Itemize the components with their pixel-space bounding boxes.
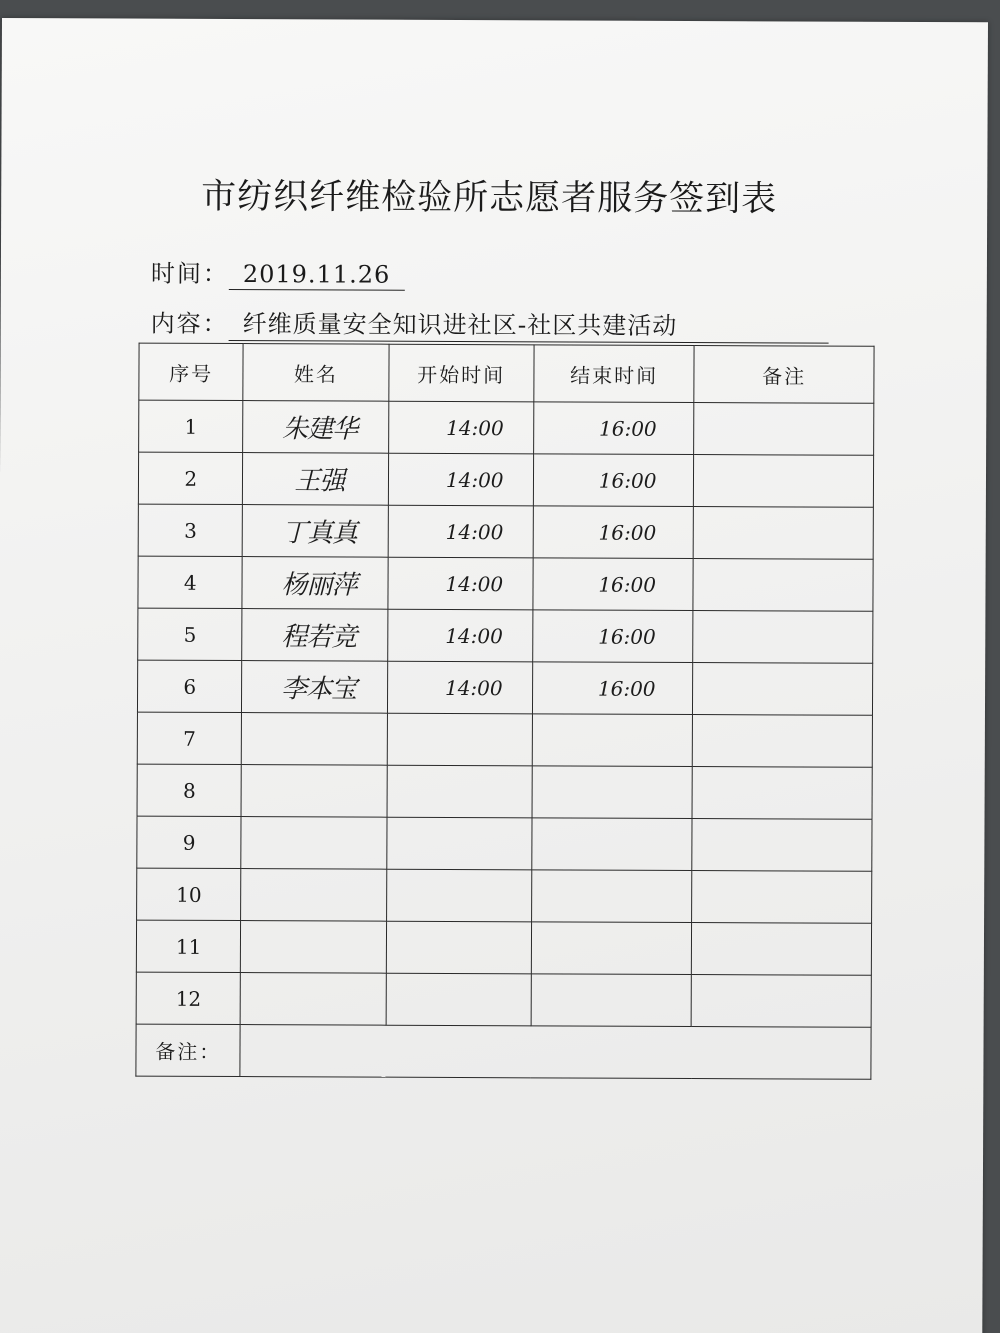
row-start-time: 14:00: [388, 453, 534, 506]
row-start-time: 14:00: [388, 505, 534, 558]
table-row: [138, 608, 873, 663]
row-remark: [692, 871, 872, 924]
table-row: [136, 972, 871, 1027]
row-seq: 2: [138, 452, 243, 504]
row-name: [241, 921, 386, 974]
row-remark: [693, 507, 873, 560]
table-row: [137, 712, 872, 767]
document-title: 市纺织纤维检验所志愿者服务签到表: [201, 176, 778, 220]
row-name: 朱建华: [243, 401, 388, 454]
row-seq: 9: [137, 816, 242, 868]
time-label: 时间：: [150, 259, 229, 288]
row-seq: 3: [138, 504, 243, 556]
row-start-time: 14:00: [387, 661, 533, 714]
row-end-time: 16:00: [533, 454, 694, 507]
header-remarks: 备注: [694, 346, 874, 404]
row-seq: 10: [137, 868, 242, 920]
row-remark: [692, 923, 872, 976]
row-end-time: 16:00: [533, 558, 694, 611]
row-end-time: [531, 922, 692, 975]
row-name: 程若竞: [242, 609, 387, 662]
content-label: 内容：: [150, 309, 229, 338]
header-name: 姓名: [243, 344, 388, 402]
header-seq: 序号: [139, 343, 244, 400]
row-remark: [692, 767, 872, 820]
row-start-time: 14:00: [388, 401, 534, 454]
row-end-time: [532, 870, 693, 923]
table-row: [138, 504, 873, 559]
row-start-time: 14:00: [387, 609, 533, 662]
row-end-time: [532, 766, 693, 819]
row-end-time: [532, 818, 693, 871]
header-end-time: 结束时间: [534, 345, 695, 403]
row-name: [241, 973, 386, 1026]
row-remark: [693, 663, 873, 716]
notes-row: [136, 1024, 871, 1079]
row-start-time: [386, 817, 532, 870]
row-remark: [692, 819, 872, 872]
table-row: [139, 400, 874, 455]
row-end-time: [531, 974, 692, 1027]
table-row: [137, 868, 872, 923]
row-start-time: [386, 869, 532, 922]
row-remark: [691, 975, 871, 1028]
table-row: [137, 816, 872, 871]
row-seq: 12: [136, 972, 241, 1024]
sign-in-sheet-paper: [0, 18, 988, 1333]
row-end-time: [532, 714, 693, 767]
row-end-time: 16:00: [533, 610, 694, 663]
table-row: [138, 452, 873, 507]
table-header-row: [139, 343, 874, 403]
row-name: [241, 817, 386, 870]
row-seq: 1: [139, 400, 244, 452]
content-row: [151, 304, 829, 344]
row-remark: [694, 403, 874, 456]
sign-in-table: [135, 343, 874, 1080]
row-seq: 7: [137, 712, 242, 764]
table-row: [137, 660, 872, 715]
time-value: 2019.11.26: [229, 260, 405, 291]
notes-area: [240, 1025, 871, 1080]
row-seq: 8: [137, 764, 242, 816]
row-remark: [693, 611, 873, 664]
header-start-time: 开始时间: [388, 344, 534, 402]
row-name: 李本宝: [242, 661, 387, 714]
row-start-time: [387, 765, 533, 818]
table-row: [136, 920, 871, 975]
row-remark: [693, 715, 873, 768]
content-value: 纤维质量安全知识进社区-社区共建活动: [229, 304, 829, 344]
table-row: [138, 556, 873, 611]
row-name: 杨丽萍: [242, 557, 387, 610]
row-name: [242, 713, 387, 766]
row-remark: [693, 559, 873, 612]
row-name: 王强: [243, 453, 388, 506]
row-start-time: 14:00: [387, 557, 533, 610]
row-end-time: 16:00: [532, 662, 693, 715]
row-seq: 6: [137, 660, 242, 712]
row-end-time: 16:00: [534, 402, 695, 455]
table-row: [137, 764, 872, 819]
row-remark: [694, 455, 874, 508]
row-name: [241, 765, 386, 818]
time-row: [151, 254, 405, 291]
row-seq: 11: [136, 920, 241, 972]
row-name: [241, 869, 386, 922]
row-start-time: [386, 921, 532, 974]
row-seq: 5: [138, 608, 243, 660]
row-end-time: 16:00: [533, 506, 694, 559]
row-start-time: [387, 713, 533, 766]
row-seq: 4: [138, 556, 243, 608]
row-name: 丁真真: [243, 505, 388, 558]
row-start-time: [386, 973, 532, 1026]
notes-label: 备注：: [136, 1024, 241, 1076]
